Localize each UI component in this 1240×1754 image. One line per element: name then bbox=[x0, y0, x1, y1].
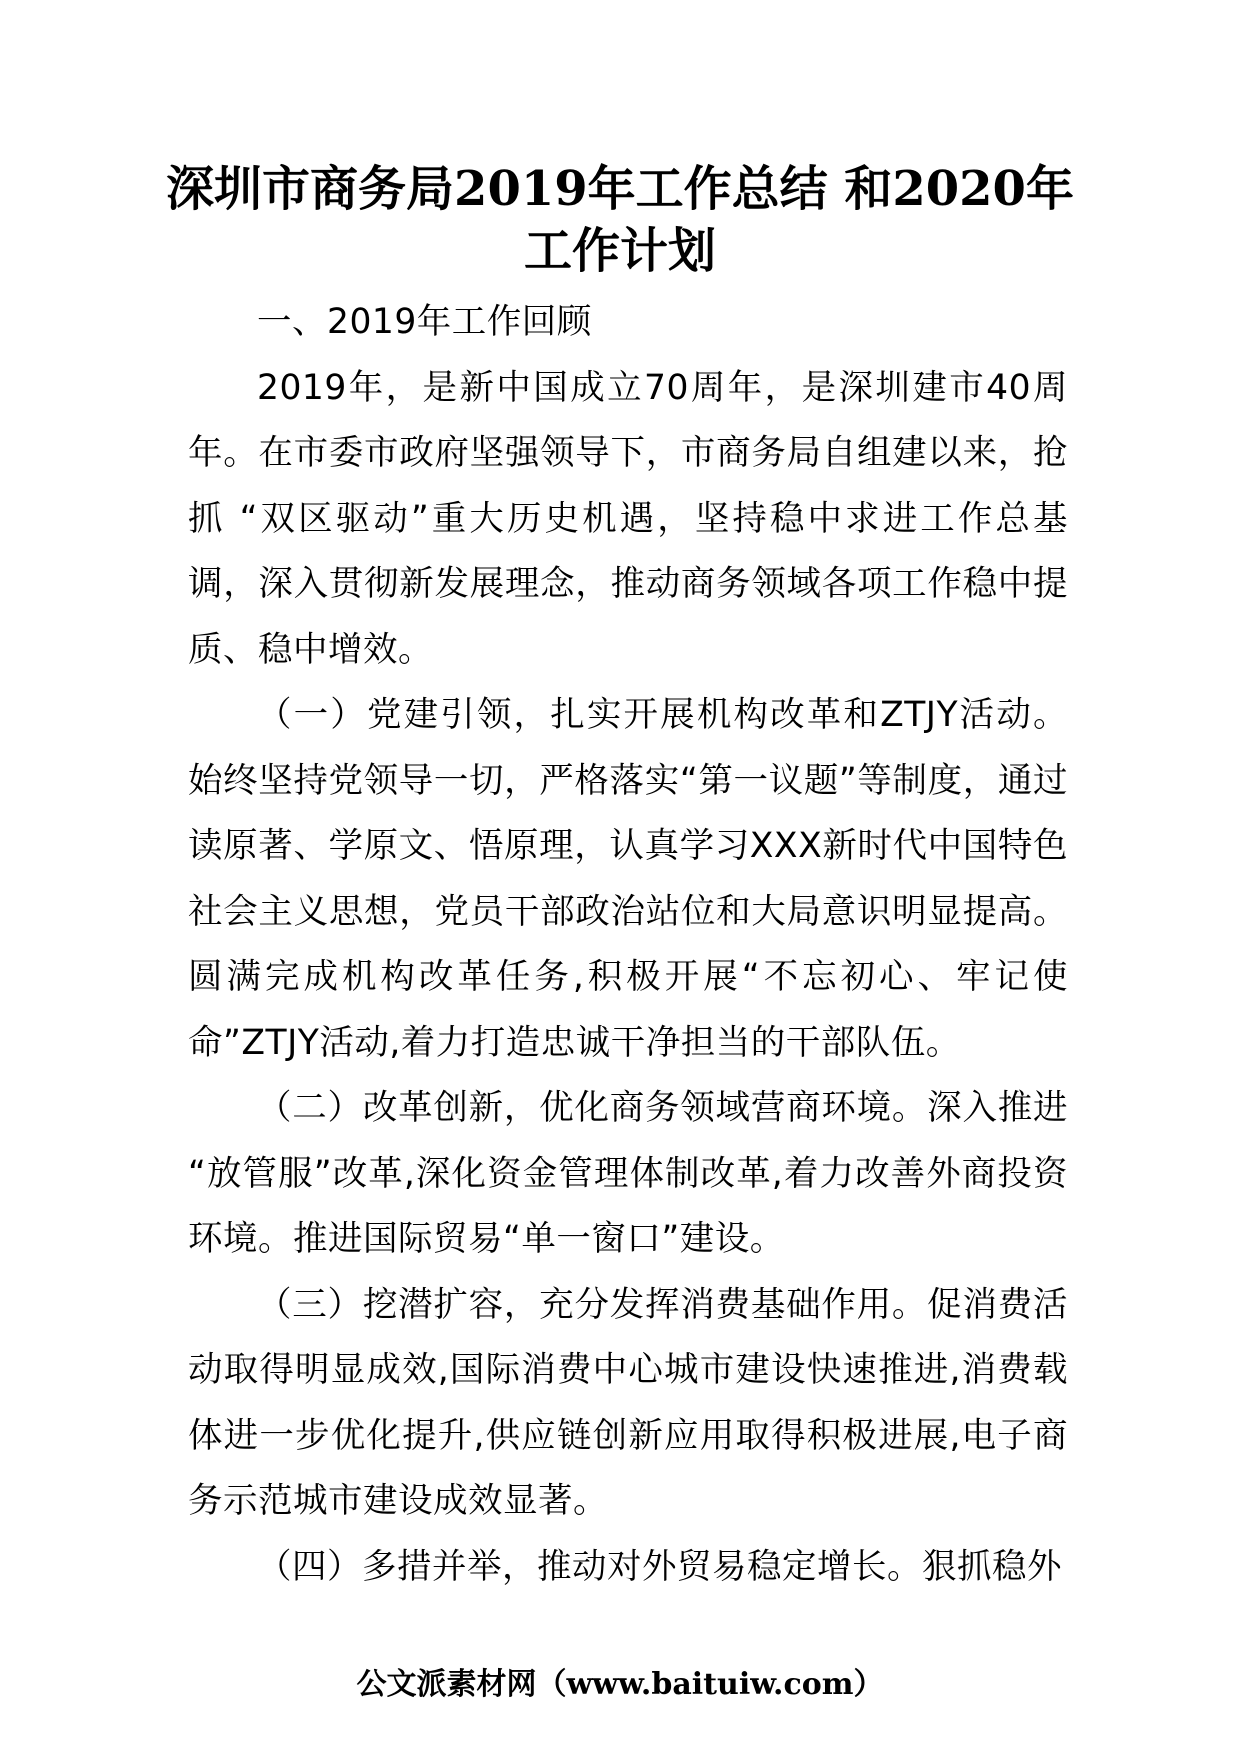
document-title bbox=[150, 158, 1090, 282]
footer-watermark: 公文派素材网（www.baituiw.com） bbox=[356, 1667, 884, 1702]
document-body bbox=[188, 290, 1068, 1600]
paragraph-party-building: （一）党建引领，扎实开展机构改革和ZTJY活动。始终坚持党领导一切，严格落实“第一议题”等制度，通过读原著、学原文、悟原理，认真学习XXX新时代中国特色社会主义思想，党员干部政治站位和大局意识明显提高。圆满完成机构改革任务,积极开展“不忘初心、牢记使命”ZTJY活动,着力打造忠诚干净担当的干部队伍。 bbox=[188, 695, 1068, 1063]
paragraph-foreign-trade: （四）多措并举，推动对外贸易稳定增长。狠抓稳外 bbox=[257, 1546, 1062, 1587]
section-heading: 一、2019年工作回顾 bbox=[257, 302, 592, 342]
title-line-1: 深圳市商务局2019年工作总结 和2020年 bbox=[166, 161, 1074, 217]
paragraph-intro: 2019年，是新中国成立70周年，是深圳建市40周年。在市委市政府坚强领导下，市商务局自组建以来，抢抓 “双区驱动”重大历史机遇，坚持稳中求进工作总基调，深入贯彻新发展理念，推动商务领域各项工作稳中提质、稳中增效。 bbox=[188, 367, 1068, 670]
paragraph-consumption: （三）挖潜扩容，充分发挥消费基础作用。促消费活动取得明显成效,国际消费中心城市建设快速推进,消费载体进一步优化提升,供应链创新应用取得积极进展,电子商务示范城市建设成效显著。 bbox=[188, 1284, 1068, 1521]
paragraph-reform: （二）改革创新，优化商务领域营商环境。深入推进 “放管服”改革,深化资金管理体制改革,着力改善外商投资环境。推进国际贸易“单一窗口”建设。 bbox=[188, 1088, 1068, 1259]
title-line-2: 工作计划 bbox=[523, 223, 716, 279]
